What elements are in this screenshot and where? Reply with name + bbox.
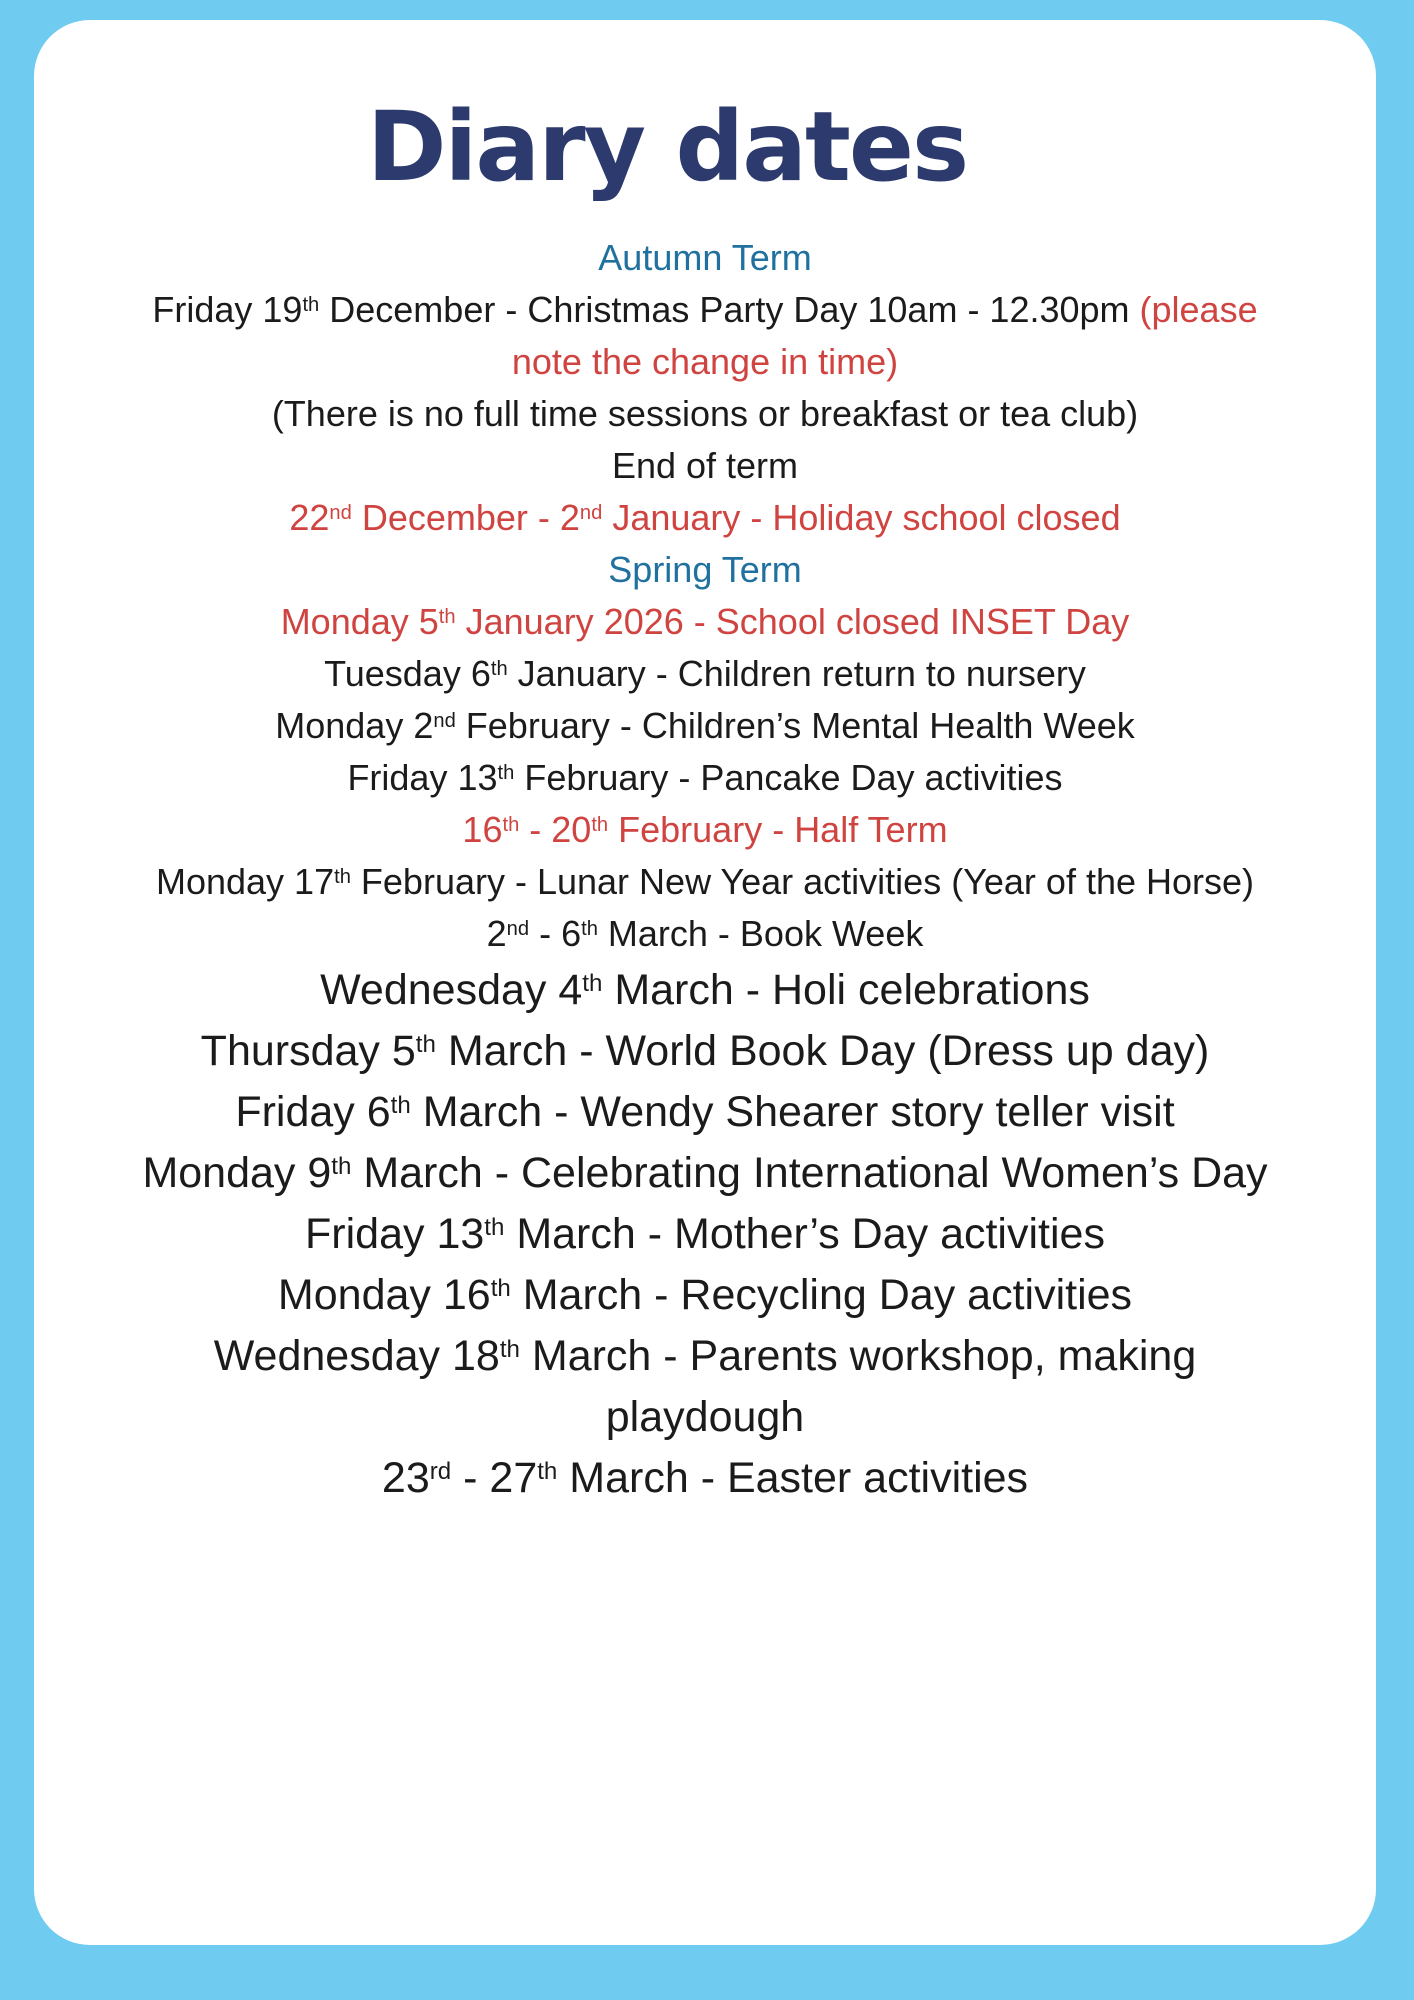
ordinal-superscript: th [497, 761, 515, 784]
diary-line [34, 1265, 1376, 1326]
line-segment: January - Children return to nursery [507, 653, 1086, 694]
diary-line [34, 960, 1376, 1021]
line-segment: Tuesday 6 [324, 653, 491, 694]
line-segment: Friday 6 [235, 1088, 391, 1136]
ordinal-superscript: th [331, 1152, 352, 1180]
line-segment: Monday 5 [280, 601, 439, 642]
line-segment: January - Holiday school closed [602, 497, 1121, 538]
line-segment: February - Children’s Mental Health Week [455, 705, 1135, 746]
diary-line [34, 1448, 1376, 1509]
line-segment: Monday 17 [155, 861, 335, 902]
ordinal-superscript: th [502, 813, 520, 836]
page-title: Diary dates [366, 91, 968, 203]
line-segment: March - Recycling Day activities [510, 1271, 1133, 1319]
line-segment: March - Holi celebrations [602, 966, 1090, 1014]
line-segment: End of term [611, 445, 799, 486]
ordinal-superscript: th [581, 917, 598, 940]
diary-line [34, 856, 1376, 908]
ordinal-superscript: rd [429, 1457, 452, 1485]
diary-card [34, 20, 1376, 1945]
ordinal-superscript: th [490, 1274, 511, 1302]
ordinal-superscript: th [438, 605, 456, 628]
line-segment: Monday 9 [142, 1149, 332, 1197]
diary-line [34, 1204, 1376, 1265]
diary-lines [34, 232, 1376, 1509]
line-segment: March - World Book Day (Dress up day) [435, 1027, 1210, 1075]
line-segment: Monday 2 [275, 705, 434, 746]
line-segment: Friday 19 [152, 289, 303, 330]
line-segment: Friday 13 [347, 757, 498, 798]
line-segment: February - Pancake Day activities [514, 757, 1063, 798]
line-segment: March - Mother’s Day activities [504, 1210, 1105, 1258]
ordinal-superscript: th [484, 1213, 505, 1241]
diary-line [34, 804, 1376, 856]
ordinal-superscript: th [302, 293, 320, 316]
diary-line [34, 336, 1376, 388]
line-segment: - 20 [519, 809, 592, 850]
line-segment: March - Book Week [597, 913, 924, 954]
line-segment: Wednesday 4 [320, 966, 583, 1014]
diary-line [34, 1021, 1376, 1082]
line-segment: 2 [486, 913, 507, 954]
line-segment: Thursday 5 [200, 1027, 416, 1075]
diary-line [34, 596, 1376, 648]
ordinal-superscript: th [499, 1335, 520, 1363]
ordinal-superscript: th [490, 657, 508, 680]
diary-line [34, 752, 1376, 804]
line-segment: March - Parents workshop, making [519, 1332, 1197, 1380]
diary-line [34, 544, 1376, 596]
diary-line [34, 648, 1376, 700]
ordinal-superscript: th [390, 1091, 411, 1119]
line-segment: 22 [289, 497, 330, 538]
diary-line [34, 1082, 1376, 1143]
line-segment: March - Easter activities [557, 1454, 1029, 1502]
diary-line [34, 1326, 1376, 1387]
line-segment: February - Half Term [608, 809, 948, 850]
ordinal-superscript: nd [433, 709, 456, 732]
diary-line [34, 492, 1376, 544]
diary-line [34, 232, 1376, 284]
diary-line [34, 1143, 1376, 1204]
diary-line [34, 908, 1376, 960]
line-segment: - 6 [529, 913, 582, 954]
line-segment: March - Celebrating International Women’s Day [351, 1149, 1268, 1197]
ordinal-superscript: th [582, 969, 603, 997]
line-segment: February - Lunar New Year activities (Year of the Horse) [350, 861, 1255, 902]
line-segment: December - Christmas Party Day 10am - 12.30pm [319, 289, 1140, 330]
line-segment: January 2026 - School closed INSET Day [455, 601, 1130, 642]
line-segment: 23 [381, 1454, 430, 1502]
diary-line [34, 1387, 1376, 1448]
line-segment: Friday 13 [305, 1210, 485, 1258]
diary-line [34, 700, 1376, 752]
ordinal-superscript: nd [329, 501, 352, 524]
ordinal-superscript: nd [579, 501, 603, 524]
ordinal-superscript: th [537, 1457, 558, 1485]
ordinal-superscript: th [591, 813, 609, 836]
line-segment: (please [1139, 289, 1258, 330]
line-segment: note the change in time) [511, 341, 899, 382]
line-segment: March - Wendy Shearer story teller visit [410, 1088, 1175, 1136]
line-segment: Spring Term [608, 549, 802, 590]
ordinal-superscript: th [334, 865, 351, 888]
line-segment: 16 [462, 809, 503, 850]
line-segment: Wednesday 18 [213, 1332, 500, 1380]
ordinal-superscript: nd [506, 917, 530, 940]
line-segment: (There is no full time sessions or breakfast or tea club) [271, 393, 1139, 434]
diary-line [34, 440, 1376, 492]
line-segment: - 27 [451, 1454, 538, 1502]
diary-line [34, 284, 1376, 336]
line-segment: playdough [605, 1393, 805, 1441]
line-segment: Monday 16 [277, 1271, 491, 1319]
line-segment: Autumn Term [598, 237, 812, 278]
ordinal-superscript: th [415, 1030, 436, 1058]
line-segment: December - 2 [351, 497, 580, 538]
diary-line [34, 388, 1376, 440]
